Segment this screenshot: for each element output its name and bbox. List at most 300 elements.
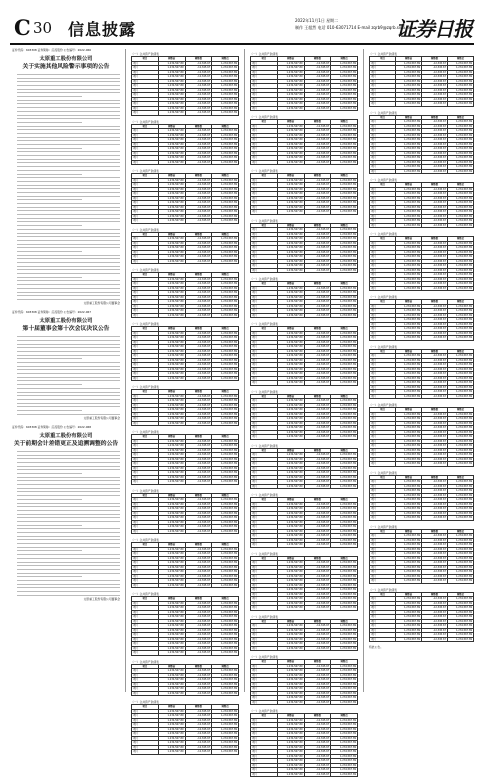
value-cell: 1,234,567.89 — [158, 462, 185, 467]
value-cell: 1,234,567.89 — [277, 637, 304, 642]
delta-cell: -12,345.67 — [185, 507, 212, 512]
notice-block — [12, 49, 120, 305]
value-cell: 1,234,567.89 — [331, 381, 358, 386]
delta-cell: -12,345.67 — [304, 354, 331, 359]
table-header-cell: 调整前 — [277, 174, 304, 179]
value-cell: 1,234,567.89 — [212, 502, 239, 507]
value-cell: 1,234,567.89 — [331, 484, 358, 489]
table-header-cell: 调整后 — [448, 115, 474, 120]
value-cell: 1,234,567.89 — [158, 106, 185, 111]
row-label: 项目 — [370, 511, 396, 516]
value-cell: 1,234,567.89 — [331, 331, 358, 336]
value-cell: 1,234,567.89 — [158, 345, 185, 350]
delta-cell: -12,345.67 — [304, 309, 331, 314]
value-cell: 1,234,567.89 — [331, 583, 358, 588]
value-cell: 1,234,567.89 — [158, 723, 185, 728]
restatement-table-block — [250, 115, 358, 165]
value-cell: 1,234,567.89 — [158, 331, 185, 336]
value-cell: 1,234,567.89 — [277, 205, 304, 210]
value-cell: 1,234,567.89 — [212, 408, 239, 413]
value-cell: 1,234,567.89 — [448, 138, 474, 143]
row-label: 项目 — [251, 102, 278, 107]
delta-cell: -12,345.67 — [304, 133, 331, 138]
restatement-table-block — [369, 588, 474, 643]
value-cell: 1,234,567.89 — [396, 376, 422, 381]
value-cell: 1,234,567.89 — [277, 93, 304, 98]
value-cell: 1,234,567.89 — [277, 520, 304, 525]
row-label: 项目 — [370, 570, 396, 575]
row-label: 项目 — [370, 147, 396, 152]
restatement-table — [131, 326, 239, 381]
value-cell: 1,234,567.89 — [331, 741, 358, 746]
value-cell: 1,234,567.89 — [448, 61, 474, 66]
table-row — [251, 435, 358, 440]
table-caption: （一）合并资产负债表 — [131, 592, 159, 596]
value-cell: 1,234,567.89 — [212, 349, 239, 354]
value-cell: 1,234,567.89 — [158, 277, 185, 282]
row-label: 项目 — [251, 466, 278, 471]
value-cell: 1,234,567.89 — [448, 489, 474, 494]
delta-cell: -12,345.67 — [304, 768, 331, 773]
restatement-table-block — [369, 295, 474, 341]
table-header-cell: 调整后 — [212, 705, 239, 710]
row-label: 项目 — [370, 214, 396, 219]
row-label: 项目 — [370, 543, 396, 548]
value-cell: 1,234,567.89 — [212, 93, 239, 98]
value-cell: 1,234,567.89 — [212, 637, 239, 642]
row-label: 项目 — [251, 480, 278, 485]
delta-cell: -12,345.67 — [304, 732, 331, 737]
delta-cell: -12,345.67 — [422, 102, 448, 107]
delta-cell: -12,345.67 — [304, 237, 331, 242]
delta-cell: -12,345.67 — [185, 448, 212, 453]
table-header-cell: 项目 — [251, 394, 278, 399]
restatement-table-block — [250, 219, 358, 274]
table-caption: （一）合并资产负债表 — [131, 700, 159, 704]
restatement-table-block — [131, 700, 239, 755]
row-label: 项目 — [251, 768, 278, 773]
row-label: 项目 — [132, 408, 159, 413]
delta-cell: -12,345.67 — [185, 138, 212, 143]
value-cell: 1,234,567.89 — [396, 214, 422, 219]
value-cell: 1,234,567.89 — [158, 142, 185, 147]
table-header-cell: 调整数 — [304, 498, 331, 503]
delta-cell: -12,345.67 — [185, 61, 212, 66]
value-cell: 1,234,567.89 — [331, 421, 358, 426]
value-cell: 1,234,567.89 — [331, 268, 358, 273]
value-cell: 1,234,567.89 — [277, 403, 304, 408]
row-label: 项目 — [132, 502, 159, 507]
delta-cell: -12,345.67 — [422, 331, 448, 336]
row-label: 项目 — [370, 421, 396, 426]
delta-cell: -12,345.67 — [185, 192, 212, 197]
value-cell: 1,234,567.89 — [448, 633, 474, 638]
value-cell: 1,234,567.89 — [158, 237, 185, 242]
delta-cell: -12,345.67 — [304, 399, 331, 404]
delta-cell: -12,345.67 — [185, 75, 212, 80]
value-cell: 1,234,567.89 — [331, 507, 358, 512]
row-label: 项目 — [251, 250, 278, 255]
delta-cell: -12,345.67 — [304, 259, 331, 264]
row-label: 项目 — [251, 340, 278, 345]
table-header-cell: 调整数 — [185, 597, 212, 602]
delta-cell: -12,345.67 — [304, 250, 331, 255]
row-label: 项目 — [251, 88, 278, 93]
value-cell: 1,234,567.89 — [448, 547, 474, 552]
table-row — [251, 543, 358, 548]
value-cell: 1,234,567.89 — [448, 624, 474, 629]
value-cell: 1,234,567.89 — [212, 444, 239, 449]
value-cell: 1,234,567.89 — [158, 160, 185, 165]
value-cell: 1,234,567.89 — [158, 309, 185, 314]
value-cell: 1,234,567.89 — [212, 309, 239, 314]
row-label: 项目 — [132, 606, 159, 611]
notice-block — [12, 311, 120, 420]
value-cell: 1,234,567.89 — [158, 372, 185, 377]
value-cell: 1,234,567.89 — [331, 754, 358, 759]
value-cell: 1,234,567.89 — [331, 570, 358, 575]
restatement-table-block — [250, 655, 358, 705]
value-cell: 1,234,567.89 — [448, 637, 474, 642]
restatement-table — [369, 182, 474, 228]
value-cell: 1,234,567.89 — [448, 430, 474, 435]
value-cell: 1,234,567.89 — [212, 291, 239, 296]
delta-cell: -12,345.67 — [422, 511, 448, 516]
table-header-cell: 项目 — [370, 57, 396, 62]
row-label: 项目 — [251, 345, 278, 350]
delta-cell: -12,345.67 — [185, 129, 212, 134]
value-cell: 1,234,567.89 — [212, 498, 239, 503]
value-cell: 1,234,567.89 — [448, 66, 474, 71]
delta-cell: -12,345.67 — [185, 331, 212, 336]
delta-cell: -12,345.67 — [304, 471, 331, 476]
value-cell: 1,234,567.89 — [331, 759, 358, 764]
value-cell: 1,234,567.89 — [212, 79, 239, 84]
row-label: 项目 — [251, 457, 278, 462]
delta-cell: -12,345.67 — [185, 687, 212, 692]
value-cell: 1,234,567.89 — [331, 196, 358, 201]
value-cell: 1,234,567.89 — [158, 84, 185, 89]
value-cell: 1,234,567.89 — [396, 484, 422, 489]
value-cell: 1,234,567.89 — [277, 349, 304, 354]
table-header-cell: 调整前 — [158, 435, 185, 440]
value-cell: 1,234,567.89 — [277, 255, 304, 260]
value-cell: 1,234,567.89 — [331, 192, 358, 197]
delta-cell: -12,345.67 — [185, 205, 212, 210]
row-label: 项目 — [132, 583, 159, 588]
delta-cell: -12,345.67 — [422, 241, 448, 246]
value-cell: 1,234,567.89 — [331, 718, 358, 723]
delta-cell: -12,345.67 — [422, 637, 448, 642]
value-cell: 1,234,567.89 — [396, 381, 422, 386]
value-cell: 1,234,567.89 — [277, 700, 304, 705]
delta-cell: -12,345.67 — [185, 480, 212, 485]
row-label: 项目 — [251, 124, 278, 129]
value-cell: 1,234,567.89 — [396, 147, 422, 152]
value-cell: 1,234,567.89 — [448, 160, 474, 165]
value-cell: 1,234,567.89 — [277, 727, 304, 732]
row-label: 项目 — [251, 210, 278, 215]
delta-cell: -12,345.67 — [304, 633, 331, 638]
row-label: 项目 — [132, 561, 159, 566]
row-label: 项目 — [370, 462, 396, 467]
value-cell: 1,234,567.89 — [396, 579, 422, 584]
value-cell: 1,234,567.89 — [331, 205, 358, 210]
table-row — [251, 313, 358, 318]
value-cell: 1,234,567.89 — [331, 673, 358, 678]
delta-cell: -12,345.67 — [422, 129, 448, 134]
value-cell: 1,234,567.89 — [448, 268, 474, 273]
delta-cell: -12,345.67 — [185, 741, 212, 746]
value-cell: 1,234,567.89 — [331, 97, 358, 102]
delta-cell: -12,345.67 — [304, 453, 331, 458]
row-label: 项目 — [132, 313, 159, 318]
value-cell: 1,234,567.89 — [448, 480, 474, 485]
value-cell: 1,234,567.89 — [158, 192, 185, 197]
value-cell: 1,234,567.89 — [448, 165, 474, 170]
value-cell: 1,234,567.89 — [331, 156, 358, 161]
table-caption: （一）合并资产负债表 — [369, 344, 397, 349]
value-cell: 1,234,567.89 — [277, 232, 304, 237]
value-cell: 1,234,567.89 — [212, 579, 239, 584]
row-label: 项目 — [132, 520, 159, 525]
value-cell: 1,234,567.89 — [396, 255, 422, 260]
delta-cell: -12,345.67 — [185, 282, 212, 287]
value-cell: 1,234,567.89 — [448, 264, 474, 269]
delta-cell: -12,345.67 — [185, 93, 212, 98]
table-caption: （一）合并资产负债表 — [369, 295, 397, 299]
value-cell: 1,234,567.89 — [331, 313, 358, 318]
delta-cell: -12,345.67 — [185, 637, 212, 642]
notice-block — [12, 426, 120, 601]
row-label: 项目 — [132, 570, 159, 575]
value-cell: 1,234,567.89 — [331, 723, 358, 728]
value-cell: 1,234,567.89 — [158, 187, 185, 192]
value-cell: 1,234,567.89 — [212, 399, 239, 404]
value-cell: 1,234,567.89 — [331, 75, 358, 80]
row-label: 项目 — [132, 475, 159, 480]
value-cell: 1,234,567.89 — [396, 313, 422, 318]
value-cell: 1,234,567.89 — [158, 633, 185, 638]
delta-cell: -12,345.67 — [185, 691, 212, 696]
value-cell: 1,234,567.89 — [331, 466, 358, 471]
restatement-table — [131, 173, 239, 224]
row-label: 项目 — [370, 84, 396, 89]
delta-cell: -12,345.67 — [422, 336, 448, 341]
row-label: 项目 — [132, 183, 159, 188]
value-cell: 1,234,567.89 — [448, 151, 474, 156]
value-cell: 1,234,567.89 — [277, 687, 304, 692]
value-cell: 1,234,567.89 — [212, 106, 239, 111]
delta-cell: -12,345.67 — [422, 219, 448, 224]
row-label: 项目 — [251, 129, 278, 134]
delta-cell: -12,345.67 — [304, 543, 331, 548]
value-cell: 1,234,567.89 — [212, 129, 239, 134]
row-label: 项目 — [370, 610, 396, 615]
delta-cell: -12,345.67 — [422, 246, 448, 251]
value-cell: 1,234,567.89 — [158, 561, 185, 566]
table-header-cell: 调整数 — [422, 183, 448, 188]
value-cell: 1,234,567.89 — [277, 426, 304, 431]
value-cell: 1,234,567.89 — [448, 601, 474, 606]
row-label: 项目 — [370, 637, 396, 642]
delta-cell: -12,345.67 — [185, 214, 212, 219]
row-label: 项目 — [370, 390, 396, 395]
delta-cell: -12,345.67 — [185, 682, 212, 687]
value-cell: 1,234,567.89 — [396, 336, 422, 341]
row-label: 项目 — [251, 66, 278, 71]
value-cell: 1,234,567.89 — [331, 210, 358, 215]
value-cell: 1,234,567.89 — [396, 70, 422, 75]
value-cell: 1,234,567.89 — [277, 624, 304, 629]
restatement-table-block — [131, 592, 239, 656]
value-cell: 1,234,567.89 — [331, 412, 358, 417]
row-label: 项目 — [370, 97, 396, 102]
value-cell: 1,234,567.89 — [212, 471, 239, 476]
table-header-cell: 项目 — [251, 174, 278, 179]
delta-cell: -12,345.67 — [422, 147, 448, 152]
row-label: 项目 — [370, 273, 396, 278]
value-cell: 1,234,567.89 — [277, 516, 304, 521]
table-header-cell: 调整数 — [185, 493, 212, 498]
delta-cell: -12,345.67 — [185, 309, 212, 314]
restatement-table — [369, 299, 474, 341]
row-label: 项目 — [251, 313, 278, 318]
value-cell: 1,234,567.89 — [396, 309, 422, 314]
row-label: 项目 — [370, 448, 396, 453]
row-label: 项目 — [132, 376, 159, 381]
row-label: 项目 — [132, 421, 159, 426]
table-header-cell: 调整后 — [212, 124, 239, 129]
table-row — [132, 219, 239, 224]
value-cell: 1,234,567.89 — [158, 403, 185, 408]
row-label: 项目 — [132, 93, 159, 98]
row-label: 项目 — [132, 637, 159, 642]
row-label: 项目 — [251, 633, 278, 638]
row-label: 项目 — [370, 534, 396, 539]
row-label: 项目 — [132, 142, 159, 147]
value-cell: 1,234,567.89 — [396, 547, 422, 552]
row-label: 项目 — [251, 75, 278, 80]
row-label: 项目 — [132, 718, 159, 723]
value-cell: 1,234,567.89 — [277, 462, 304, 467]
value-cell: 1,234,567.89 — [158, 687, 185, 692]
row-label: 项目 — [132, 358, 159, 363]
table-caption: （一）合并资产负债表 — [131, 385, 159, 389]
row-label: 项目 — [132, 304, 159, 309]
value-cell: 1,234,567.89 — [448, 133, 474, 138]
row-label: 项目 — [132, 399, 159, 404]
delta-cell: -12,345.67 — [185, 201, 212, 206]
delta-cell: -12,345.67 — [304, 565, 331, 570]
value-cell: 1,234,567.89 — [158, 682, 185, 687]
row-label: 项目 — [132, 75, 159, 80]
value-cell: 1,234,567.89 — [448, 367, 474, 372]
value-cell: 1,234,567.89 — [212, 259, 239, 264]
delta-cell: -12,345.67 — [304, 201, 331, 206]
row-label: 项目 — [132, 646, 159, 651]
delta-cell: -12,345.67 — [304, 295, 331, 300]
value-cell: 1,234,567.89 — [396, 489, 422, 494]
row-label: 项目 — [132, 291, 159, 296]
value-cell: 1,234,567.89 — [331, 304, 358, 309]
table-header-cell: 项目 — [132, 435, 159, 440]
section-title: 信息披露 — [68, 20, 137, 39]
value-cell: 1,234,567.89 — [331, 763, 358, 768]
table-header-cell: 调整前 — [158, 174, 185, 179]
value-cell: 1,234,567.89 — [396, 66, 422, 71]
delta-cell: -12,345.67 — [422, 543, 448, 548]
row-label: 项目 — [132, 259, 159, 264]
value-cell: 1,234,567.89 — [448, 120, 474, 125]
value-cell: 1,234,567.89 — [212, 669, 239, 674]
row-label: 项目 — [132, 250, 159, 255]
table-header-cell: 调整数 — [185, 57, 212, 62]
value-cell: 1,234,567.89 — [277, 381, 304, 386]
value-cell: 1,234,567.89 — [277, 534, 304, 539]
row-label: 项目 — [132, 196, 159, 201]
value-cell: 1,234,567.89 — [158, 358, 185, 363]
value-cell: 1,234,567.89 — [277, 759, 304, 764]
value-cell: 1,234,567.89 — [331, 502, 358, 507]
delta-cell: -12,345.67 — [185, 421, 212, 426]
value-cell: 1,234,567.89 — [212, 178, 239, 183]
row-label: 项目 — [132, 736, 159, 741]
row-label: 项目 — [132, 516, 159, 521]
value-cell: 1,234,567.89 — [158, 673, 185, 678]
value-cell: 1,234,567.89 — [396, 417, 422, 422]
dateline: 2022年11月1日 星期二 — [295, 18, 339, 23]
table-header-cell: 调整前 — [158, 664, 185, 669]
delta-cell: -12,345.67 — [304, 696, 331, 701]
value-cell: 1,234,567.89 — [277, 336, 304, 341]
value-cell: 1,234,567.89 — [212, 363, 239, 368]
restatement-table — [131, 493, 239, 535]
value-cell: 1,234,567.89 — [396, 633, 422, 638]
value-cell: 1,234,567.89 — [158, 255, 185, 260]
value-cell: 1,234,567.89 — [448, 304, 474, 309]
delta-cell: -12,345.67 — [304, 367, 331, 372]
table-header-cell: 项目 — [132, 597, 159, 602]
row-label: 项目 — [251, 300, 278, 305]
delta-cell: -12,345.67 — [304, 592, 331, 597]
value-cell: 1,234,567.89 — [331, 457, 358, 462]
delta-cell: -12,345.67 — [304, 246, 331, 251]
delta-cell: -12,345.67 — [304, 597, 331, 602]
delta-cell: -12,345.67 — [304, 232, 331, 237]
value-cell: 1,234,567.89 — [158, 714, 185, 719]
value-cell: 1,234,567.89 — [448, 210, 474, 215]
delta-cell: -12,345.67 — [185, 417, 212, 422]
value-cell: 1,234,567.89 — [331, 79, 358, 84]
value-cell: 1,234,567.89 — [212, 394, 239, 399]
row-label: 项目 — [251, 412, 278, 417]
table-header-cell: 调整前 — [277, 448, 304, 453]
row-label: 项目 — [370, 327, 396, 332]
value-cell: 1,234,567.89 — [396, 133, 422, 138]
notice-company: 太原重工股份有限公司 — [39, 317, 93, 324]
delta-cell: -12,345.67 — [422, 318, 448, 323]
value-cell: 1,234,567.89 — [331, 201, 358, 206]
value-cell: 1,234,567.89 — [277, 313, 304, 318]
delta-cell: -12,345.67 — [304, 403, 331, 408]
value-cell: 1,234,567.89 — [158, 102, 185, 107]
table-caption: （一）合并资产负债表 — [369, 470, 397, 475]
row-label: 项目 — [132, 529, 159, 534]
value-cell: 1,234,567.89 — [277, 70, 304, 75]
row-label: 项目 — [370, 633, 396, 638]
table-header-cell: 调整后 — [448, 529, 474, 534]
